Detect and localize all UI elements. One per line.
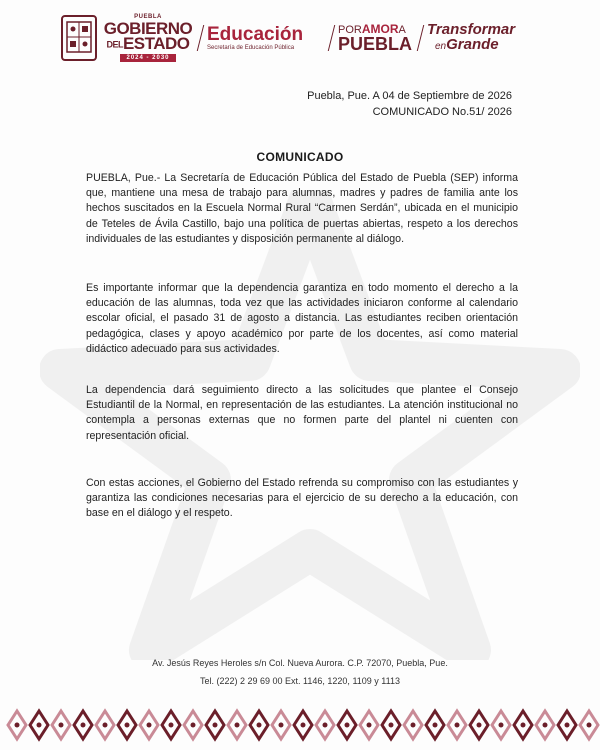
band-dot xyxy=(257,723,262,728)
gob-line2-wrap xyxy=(106,33,190,53)
band-dot xyxy=(103,723,108,728)
header-divider xyxy=(197,25,204,51)
gob-del: DEL xyxy=(106,39,123,50)
paragraph-4: Con estas acciones, el Gobierno del Estado refrenda su compromiso con las estudiantes y garantiza las condiciones necesarias para el ejercicio de su derecho a la educación, con base en el diálogo y el respeto. xyxy=(86,477,518,520)
trans-line2: Grande xyxy=(446,36,499,53)
comunicado-number: COMUNICADO No.51/ 2026 xyxy=(372,106,512,118)
gob-line1: GOBIERNO xyxy=(103,18,193,38)
band-dot xyxy=(15,723,20,728)
paragraph-3: La dependencia dará seguimiento directo a las solicitudes que plantee el Consejo Estudiantil de la Normal, en representación de las estudiantes. La atención institucional no contempla a personas externas que no formen parte del plantel ni cuenten con representación oficial. xyxy=(86,384,518,442)
band-dot xyxy=(455,723,460,728)
edu-title: Educación xyxy=(207,23,304,45)
band-dot xyxy=(301,723,306,728)
place-date: Puebla, Pue. A 04 de Septiembre de 2026 xyxy=(307,90,512,102)
gobierno-logo xyxy=(102,14,194,63)
gob-state-name: PUEBLA xyxy=(134,13,162,20)
band-dot xyxy=(279,723,284,728)
header-divider xyxy=(328,25,335,51)
gob-years: 2024 - 2030 xyxy=(120,54,175,62)
band-dot xyxy=(389,723,394,728)
document-title: COMUNICADO xyxy=(256,150,344,164)
state-coat-of-arms-icon xyxy=(60,14,98,62)
band-dot xyxy=(587,723,592,728)
header-divider xyxy=(417,25,424,51)
educacion-logo xyxy=(207,25,325,52)
amor-por: POR xyxy=(338,23,362,36)
paragraph-1: PUEBLA, Pue.- La Secretaría de Educación Pública del Estado de Puebla (SEP) informa que, mantiene una mesa de trabajo para alumnas, madres y padres de familia ante los hechos suscitados en la Escuela Normal Rural “Carmen Serdán”, ubicada en el municipio de Teteles de Ávila Castillo, bajo una política de puertas abiertas, respeto a los derechos individuales de las estudiantes y disposición permanente al diálogo. xyxy=(86,172,518,245)
band-dot xyxy=(59,723,64,728)
gob-line2: ESTADO xyxy=(122,33,190,53)
band-dot xyxy=(521,723,526,728)
por-amor-logo xyxy=(338,21,414,54)
decorative-pattern-band xyxy=(0,705,600,745)
trans-line2-wrap xyxy=(427,37,537,54)
trans-en: en xyxy=(435,41,447,52)
band-dot xyxy=(543,723,548,728)
transformar-logo xyxy=(427,22,537,54)
band-dot xyxy=(81,723,86,728)
band-dot xyxy=(147,723,152,728)
band-dot xyxy=(411,723,416,728)
band-dot xyxy=(323,723,328,728)
footer-phone: Tel. (222) 2 29 69 00 Ext. 1146, 1220, 1109 y 1113 xyxy=(200,676,400,686)
band-dot xyxy=(345,723,350,728)
letterhead xyxy=(60,10,560,66)
band-dot xyxy=(433,723,438,728)
footer-address: Av. Jesús Reyes Heroles s/n Col. Nueva Aurora. C.P. 72070, Puebla, Pue. xyxy=(152,658,448,668)
band-dot xyxy=(565,723,570,728)
edu-subtitle: Secretaría de Educación Pública xyxy=(207,44,295,51)
amor-word: AMOR xyxy=(361,21,399,36)
trans-line1: Transformar xyxy=(427,21,516,38)
band-dot xyxy=(235,723,240,728)
band-dot xyxy=(213,723,218,728)
band-dot xyxy=(499,723,504,728)
band-dot xyxy=(191,723,196,728)
band-dot xyxy=(37,723,42,728)
band-dot xyxy=(477,723,482,728)
document-meta xyxy=(307,88,512,120)
paragraph-2: Es importante informar que la dependencia garantiza en todo momento el derecho a la educación de las alumnas, toda vez que las actividades iniciaron conforme al calendario escolar oficial, el pasado 31 de agosto a distancia. Las estudiantes reciben orientación pedagógica, clases y apoyo académico por parte de los docentes, así como material didáctico adecuado para sus actividades. xyxy=(86,282,518,355)
amor-a: A xyxy=(398,23,406,36)
band-dot xyxy=(367,723,372,728)
amor-puebla: PUEBLA xyxy=(338,33,413,54)
band-dot xyxy=(169,723,174,728)
band-dot xyxy=(125,723,130,728)
